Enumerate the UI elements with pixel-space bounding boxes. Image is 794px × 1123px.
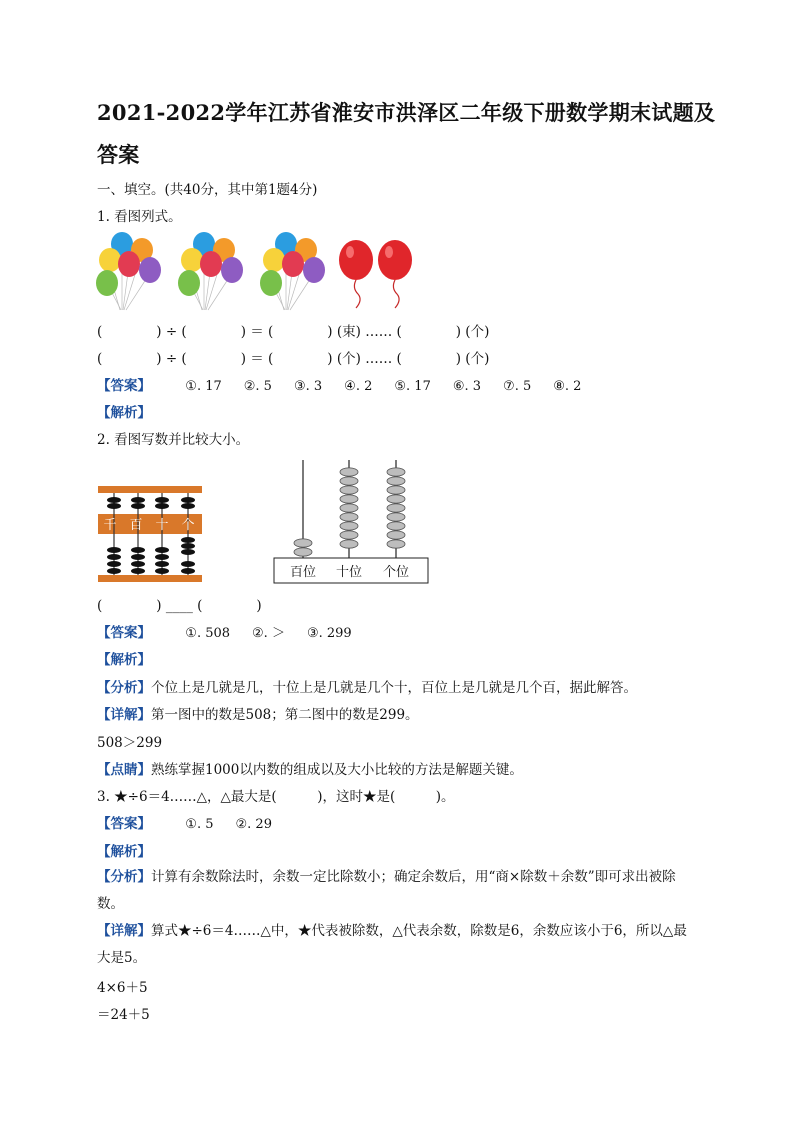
q3-answers <box>185 816 294 832</box>
q2-fenxi-text: 个位上是几就是几，十位上是几就是几个十，百位上是几就是几个百，据此解答。 <box>151 680 637 696</box>
q3-answer-line <box>97 814 294 835</box>
q3-analysis-tag <box>97 842 151 862</box>
q2-answer-line <box>97 623 374 644</box>
q2-analysis-tag <box>97 650 151 670</box>
abacus-label-hundreds: 百 <box>129 518 143 533</box>
q2-dianjing-text: 熟练掌握1000以内数的组成以及大小比较的方法是解题关键。 <box>151 762 523 778</box>
balloons-illustration <box>92 230 422 320</box>
q3-xiangjie-text: 算式★÷6＝4……△中，★代表被除数，△代表余数，除数是6，余数应该小于6，所以△最大是5。 <box>97 923 687 966</box>
counter-label-hundreds: 百位 <box>289 565 317 580</box>
abacus-illustration <box>96 484 204 584</box>
q1-answer-4: ④. 2 <box>344 379 373 394</box>
balloon-bunch-1 <box>96 232 161 310</box>
analysis-tag: 【解析】 <box>97 652 151 668</box>
q2-fenxi <box>97 678 637 698</box>
q3-calc-line-2: ＝24＋5 <box>97 1007 150 1023</box>
q1-answer-6: ⑥. 3 <box>452 379 482 394</box>
q1-answer-8: ⑧. 2 <box>553 379 582 394</box>
q1-analysis-tag <box>97 403 151 423</box>
q1-answer-line <box>97 376 603 397</box>
q1-answer-7: ⑦. 5 <box>503 379 532 394</box>
q1-answer-1: ①. 17 <box>185 379 222 394</box>
counter-label-ones: 个位 <box>382 565 410 580</box>
q2-dianjing <box>97 760 523 780</box>
single-red-balloon-1 <box>339 240 373 308</box>
q3-answer-2: ②. 29 <box>235 817 272 832</box>
q3-xiangjie <box>97 918 697 972</box>
q2-xiangjie-text: 第一图中的数是508；第二图中的数是299。 <box>151 707 419 723</box>
q1-answer-3: ③. 3 <box>293 379 323 394</box>
abacus-label-tens: 十 <box>155 518 169 533</box>
xiangjie-tag: 【详解】 <box>97 707 151 723</box>
q2-answers <box>185 625 373 641</box>
abacus-label-thousands: 千 <box>103 518 117 533</box>
q1-answer-5: ⑤. 17 <box>394 379 431 394</box>
bead-counter-illustration <box>272 456 432 588</box>
document-title: 2021-2022学年江苏省淮安市洪泽区二年级下册数学期末试题及答案 <box>97 100 716 167</box>
analysis-tag: 【解析】 <box>97 844 151 860</box>
q2-answer-2: ②. ＞ <box>252 626 285 641</box>
answer-tag: 【答案】 <box>97 625 151 641</box>
dianjing-tag: 【点睛】 <box>97 762 151 778</box>
analysis-tag: 【解析】 <box>97 405 151 421</box>
q1-equation-row-1: ( ) ÷ ( ) ＝ ( ) (束) …… ( ) (个) <box>97 324 490 340</box>
fenxi-tag: 【分析】 <box>97 869 151 885</box>
q3-calc-line-1: 4×6＋5 <box>97 980 148 996</box>
q2-answer-1: ①. 508 <box>185 626 231 641</box>
counter-label-tens: 十位 <box>335 565 363 580</box>
q3-fenxi <box>97 864 697 918</box>
q1-answers <box>185 378 603 394</box>
q2-xiangjie <box>97 705 419 725</box>
balloon-bunch-2 <box>178 232 243 310</box>
abacus-label-ones: 个 <box>181 518 195 533</box>
answer-tag: 【答案】 <box>97 378 151 394</box>
answer-tag: 【答案】 <box>97 816 151 832</box>
q1-answer-2: ②. 5 <box>243 379 272 394</box>
fenxi-tag: 【分析】 <box>97 680 151 696</box>
q3-answer-1: ①. 5 <box>185 817 214 832</box>
q3-fenxi-text: 计算有余数除法时，余数一定比除数小；确定余数后，用“商×除数＋余数”即可求出被除数。 <box>97 869 676 912</box>
xiangjie-tag: 【详解】 <box>97 923 151 939</box>
single-red-balloon-2 <box>378 240 412 308</box>
q2-stem: 2. 看图写数并比较大小。 <box>97 432 250 448</box>
q1-stem: 1. 看图列式。 <box>97 209 182 225</box>
q2-blank-row: ( ) ____ ( ) <box>97 598 262 614</box>
q2-answer-3: ③. 299 <box>306 626 352 641</box>
q2-compare: 508＞299 <box>97 735 163 751</box>
section-heading: 一、填空。(共40分，其中第1题4分) <box>97 182 318 198</box>
q3-stem: 3. ★÷6＝4……△，△最大是( )，这时★是( )。 <box>97 789 455 805</box>
balloon-bunch-3 <box>260 232 325 310</box>
q1-equation-row-2: ( ) ÷ ( ) ＝ ( ) (个) …… ( ) (个) <box>97 351 490 367</box>
